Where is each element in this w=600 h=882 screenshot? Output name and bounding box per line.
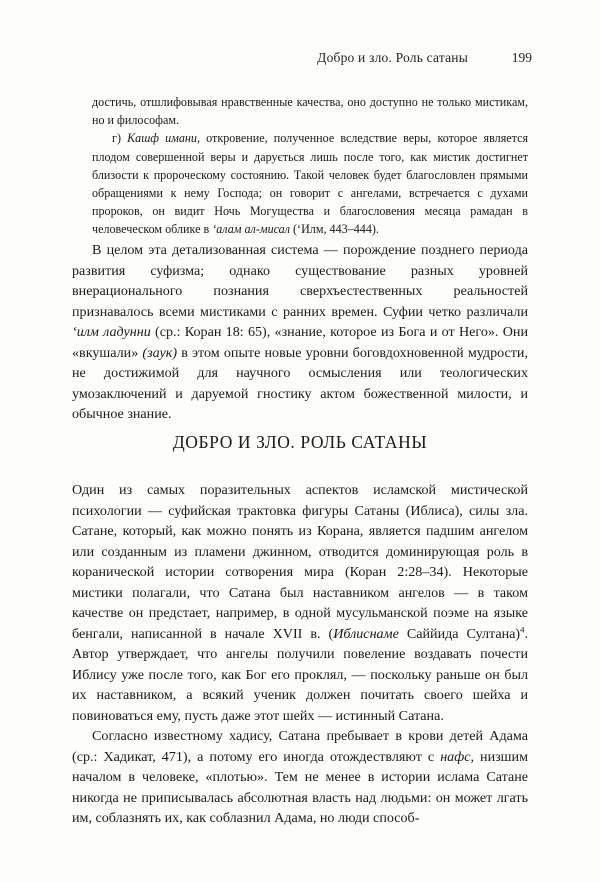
quote-paragraph [92, 93, 528, 129]
running-title: Добро и зло. Роль сатаны [317, 50, 468, 65]
paragraph-text: Саййида Султана) [398, 625, 521, 642]
quote-text: (ʻИлм, 443–444). [290, 222, 379, 237]
paragraph-text: Согласно известному хадису, Сатана пребывает в крови детей Адама (ср.: Хадикат, 471), а потому его иногда отождествляют с [72, 728, 528, 765]
running-header [60, 50, 532, 70]
paragraph [72, 240, 528, 425]
quote-label: г) [112, 131, 128, 146]
footnote-ref[interactable]: 4 [520, 623, 525, 634]
term-nafs: нафс, [440, 748, 475, 765]
term-iblisname: Иблиснаме [333, 625, 399, 642]
quote-paragraph [92, 129, 528, 238]
paragraph-text: В целом эта детализованная система — порождение позднего периода развития суфизма; однако существование разных уровней внерационального познания сверхъестественных реальностей признавалось всеми мистиками с ранних времен. Суфии четко различали [72, 242, 528, 320]
paragraph-text: (ср.: Коран 18: 65), «знание, которое из Бога и от Него». Они «вкушали» [72, 324, 528, 361]
quote-text: откровение, полученное вследствие веры, которое является плодом совершенной веры и дарується лишь после того, как мистик достигнет близости к пророческому состоянию. Такой человек будет благословлен прямыми обращениями к нему Господа; он говорит с ангелами, встречается с духами пророков, он видит Ночь Могущества и благословения месяца рамадан в человеческом облике в [92, 131, 529, 237]
paragraph-text: низшим началом в человеке, «плотью». Тем не менее в истории ислама Сатане никогда не приписывалась абсолютная власть над людьми: он может лгать им, соблазнять их, как соблазнил Адама, но люди способ- [72, 748, 528, 826]
section-body [72, 480, 528, 829]
paragraph-summary [72, 240, 528, 425]
page-number: 199 [511, 50, 532, 65]
paragraph [72, 726, 528, 829]
term-alam-al-misal: ʻалам ал-мисал [212, 222, 290, 237]
paragraph-text: . Автор утверждает, что ангелы получили повеление воздавать почести Иблису уже после того, как Бог его проклял, — поскольку раньше он был их наставником, а всякий ученик должен почитать своего шейха и повиноваться ему, пусть даже этот шейх — истинный Сатана. [72, 625, 529, 724]
paragraph-text: Один из самых поразительных аспектов исламской мистической психологии — суфийская трактовка фигуры Сатаны (Иблиса), силы зла. Сатане, который, как можно понять из Корана, является падшим ангелом или созданным из пламени джинном, отводится доминирующая роль в коранической истории сотворения мира (Коран 2:28–34). Некоторые мистики полагали, что Сатана был наставником ангелов — в таком качестве он предстает, например, в одной мусульманской поэме на языке бенгали, написанной в начале XVII в. ( [72, 482, 528, 642]
term-zauk: (заук) [142, 344, 178, 361]
term-kashf-imani: Кашф имани, [127, 131, 200, 146]
block-quote [92, 93, 528, 239]
quote-text: достичь, отшлифовывая нравственные качества, оно доступно не только мистикам, но и философам. [92, 95, 528, 128]
section-heading: ДОБРО И ЗЛО. РОЛЬ САТАНЫ [172, 432, 428, 452]
term-ilm-ladunni: ʻилм ладунни [72, 324, 151, 340]
paragraph [72, 480, 528, 726]
paragraph-text: в этом опыте новые уровни боговдохновенной мудрости, не достижимой для научного осмысления или теологических умозаключений и даруемой гностику актом божественной милости, и обычное знание. [72, 344, 528, 422]
